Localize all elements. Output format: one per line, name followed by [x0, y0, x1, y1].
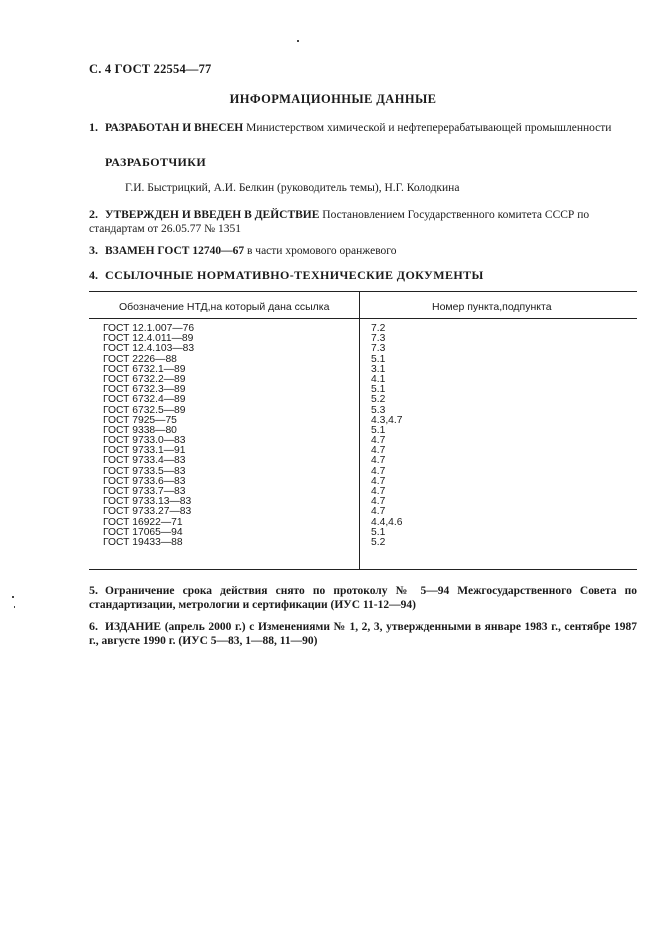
- item-text: Министерством химической и нефтеперерабатывающей промышленности: [243, 122, 612, 134]
- table-cell-document: ГОСТ 6732.1—89: [103, 363, 186, 375]
- table-header-rule: [89, 318, 637, 319]
- table-cell-item: 5.3: [371, 404, 386, 416]
- scan-speck: [12, 596, 14, 598]
- table-cell-item: 5.1: [371, 384, 386, 396]
- table-cell-item: 5.1: [371, 353, 386, 365]
- item-lead: ИЗДАНИЕ: [105, 621, 162, 633]
- table-cell-document: ГОСТ 6732.5—89: [103, 404, 186, 416]
- info-item-4: [89, 268, 637, 283]
- table-cell-document: ГОСТ 9733.27—83: [103, 506, 192, 518]
- item-number: 4.: [89, 268, 98, 282]
- item-number: 3.: [89, 243, 98, 257]
- item-number: 1.: [89, 120, 98, 134]
- table-cell-item: 5.1: [371, 424, 386, 436]
- table-cell-document: ГОСТ 9733.5—83: [103, 465, 186, 477]
- table-cell-item: 5.2: [371, 394, 386, 406]
- table-col-documents: [103, 324, 194, 548]
- table-cell-document: ГОСТ 9338—80: [103, 424, 177, 436]
- table-cell-document: ГОСТ 9733.1—91: [103, 445, 186, 457]
- table-cell-item: 4.7: [371, 465, 386, 477]
- page-header: С. 4 ГОСТ 22554—77: [89, 62, 212, 76]
- table-cell-item: 7.3: [371, 343, 386, 355]
- table-cell-item: 4.1: [371, 373, 386, 385]
- item-text: (апрель 2000 г.) с Изменениями № 1, 2, 3, утвержденными в январе 1983 г., сентябре 1987 г., августе 1990 г. (ИУС 5—83, 1—88, 11—90): [89, 621, 637, 647]
- developers-names: Г.И. Быстрицкий, А.И. Белкин (руководитель темы), Н.Г. Колодкина: [125, 182, 460, 194]
- item-number: 6.: [89, 619, 98, 633]
- table-cell-document: ГОСТ 17065—94: [103, 526, 183, 538]
- table-cell-document: ГОСТ 12.1.007—76: [103, 323, 195, 334]
- table-cell-item: 3.1: [371, 363, 386, 375]
- table-col-items: [371, 324, 403, 548]
- table-cell-document: ГОСТ 9733.4—83: [103, 455, 186, 467]
- table-bottom-rule: [89, 569, 637, 570]
- table-cell-document: ГОСТ 16922—71: [103, 516, 183, 528]
- page-title: ИНФОРМАЦИОННЫЕ ДАННЫЕ: [229, 92, 437, 106]
- info-item-2: [89, 207, 637, 236]
- table-cell-item: 4.7: [371, 486, 386, 497]
- table-header-col1: Обозначение НТД,на который дана ссылка: [119, 301, 330, 313]
- item-lead: УТВЕРЖДЕН И ВВЕДЕН В ДЕЙСТВИЕ: [105, 209, 320, 221]
- table-cell-document: ГОСТ 6732.3—89: [103, 384, 186, 396]
- table-cell-document: ГОСТ 9733.0—83: [103, 435, 186, 447]
- table-cell-item: 4.7: [371, 506, 386, 518]
- table-cell-document: ГОСТ 6732.4—89: [103, 394, 186, 406]
- item-lead: ССЫЛОЧНЫЕ НОРМАТИВНО-ТЕХНИЧЕСКИЕ ДОКУМЕНТЫ: [105, 268, 484, 282]
- table-cell-item: 4.4,4.6: [371, 516, 403, 528]
- table-cell-document: ГОСТ 19433—88: [103, 536, 183, 548]
- table-cell-item: 4.7: [371, 445, 386, 457]
- item-number: 5.: [89, 583, 98, 597]
- table-cell-item: 7.2: [371, 323, 386, 334]
- table-cell-item: 5.1: [371, 526, 386, 538]
- table-header-col2: Номер пункта,подпункта: [432, 301, 552, 313]
- table-cell-item: 5.2: [371, 536, 386, 548]
- info-item-5: [89, 583, 637, 612]
- item-text: Постановлением Государственного комитета СССР по стандартам от 26.05.77 № 1351: [89, 209, 590, 235]
- table-cell-item: 4.7: [371, 455, 386, 467]
- table-cell-document: ГОСТ 7925—75: [103, 414, 177, 426]
- reference-table: [89, 291, 637, 570]
- scan-speck: [297, 40, 299, 42]
- item-text: Ограничение срока действия снято по протоколу № 5—94 Межгосударственного Совета по стандартизации, метрологии и сертификации (ИУС 11-12—94): [89, 585, 637, 611]
- scan-speck: [14, 606, 15, 608]
- info-item-6: [89, 619, 637, 648]
- item-lead: ВЗАМЕН ГОСТ 12740—67: [105, 245, 245, 257]
- table-cell-document: ГОСТ 2226—88: [103, 353, 177, 365]
- table-cell-document: ГОСТ 9733.7—83: [103, 486, 186, 497]
- item-number: 2.: [89, 207, 98, 221]
- table-cell-item: 7.3: [371, 333, 386, 345]
- item-lead: РАЗРАБОТАН И ВНЕСЕН: [105, 122, 244, 134]
- item-text: в части хромового оранжевого: [244, 245, 397, 257]
- table-cell-document: ГОСТ 6732.2—89: [103, 373, 186, 385]
- table-cell-document: ГОСТ 9733.6—83: [103, 475, 186, 487]
- info-item-3: [89, 243, 637, 258]
- table-top-rule: [89, 291, 637, 292]
- table-column-divider: [359, 291, 360, 569]
- table-cell-document: ГОСТ 12.4.011—89: [103, 333, 194, 345]
- table-cell-item: 4.7: [371, 496, 386, 508]
- table-cell-item: 4.3,4.7: [371, 414, 403, 426]
- table-cell-document: ГОСТ 12.4.103—83: [103, 343, 195, 355]
- info-item-1: [89, 120, 637, 135]
- developers-heading: РАЗРАБОТЧИКИ: [105, 155, 207, 169]
- table-cell-item: 4.7: [371, 435, 386, 447]
- table-cell-item: 4.7: [371, 475, 386, 487]
- table-cell-document: ГОСТ 9733.13—83: [103, 496, 192, 508]
